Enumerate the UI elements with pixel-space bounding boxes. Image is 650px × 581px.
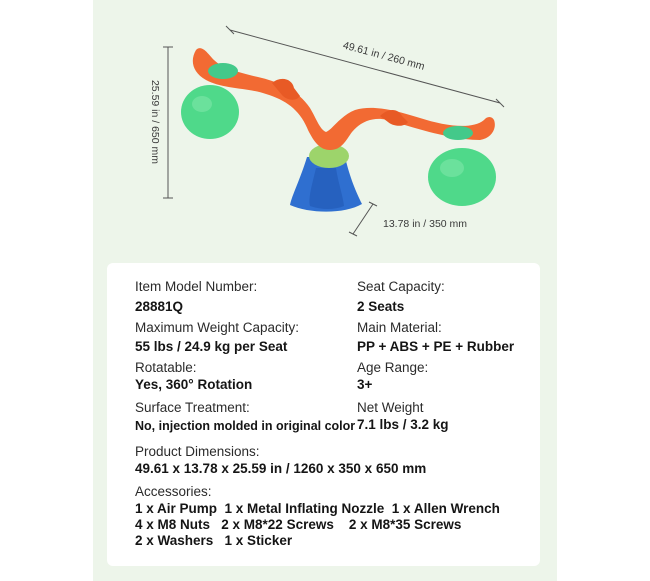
age-range-value: 3+ — [357, 377, 373, 392]
seat-capacity-value: 2 Seats — [357, 299, 405, 314]
main-material-label: Main Material: — [357, 320, 442, 335]
height-dimension-label: 25.59 in / 650 mm — [149, 79, 161, 165]
accessories-line-3: 2 x Washers 1 x Sticker — [135, 533, 293, 548]
item-model-label: Item Model Number: — [135, 279, 258, 294]
rotatable-label: Rotatable: — [135, 360, 197, 375]
age-range-label: Age Range: — [357, 360, 429, 375]
seesaw-toy — [181, 48, 496, 211]
product-illustration — [0, 0, 650, 260]
product-dimensions-label: Product Dimensions: — [135, 444, 260, 459]
depth-dimension-label: 13.78 in / 350 mm — [383, 218, 468, 230]
accessories-label: Accessories: — [135, 484, 212, 499]
width-dimension-label: 49.61 in / 260 mm — [341, 39, 426, 73]
net-weight-value: 7.1 lbs / 3.2 kg — [357, 417, 449, 432]
max-weight-label: Maximum Weight Capacity: — [135, 320, 300, 335]
item-model-value: 28881Q — [135, 299, 184, 314]
surface-treatment-value: No, injection molded in original color — [135, 419, 356, 433]
max-weight-value: 55 lbs / 24.9 kg per Seat — [135, 339, 288, 354]
accessories-line-2: 4 x M8 Nuts 2 x M8*22 Screws 2 x M8*35 Screws — [135, 517, 462, 532]
product-dimensions-value: 49.61 x 13.78 x 25.59 in / 1260 x 350 x 650 mm — [135, 461, 427, 476]
seat-capacity-label: Seat Capacity: — [357, 279, 445, 294]
rotatable-value: Yes, 360° Rotation — [135, 377, 253, 392]
surface-treatment-label: Surface Treatment: — [135, 400, 250, 415]
main-material-value: PP + ABS + PE + Rubber — [357, 339, 515, 354]
net-weight-label: Net Weight — [357, 400, 424, 415]
accessories-line-1: 1 x Air Pump 1 x Metal Inflating Nozzle 1 x Allen Wrench — [135, 501, 500, 516]
